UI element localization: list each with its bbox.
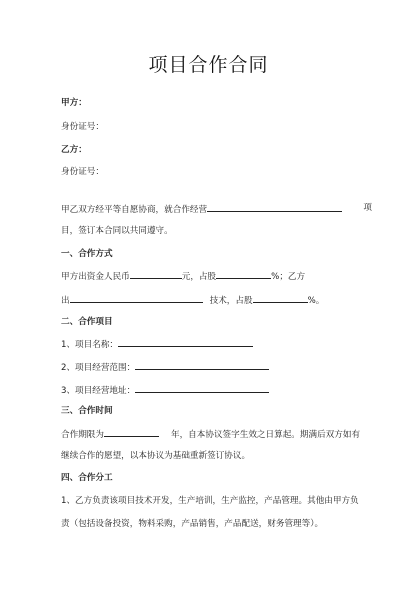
project-scope-line [61, 361, 269, 374]
document-title: 项目合作合同 [148, 54, 269, 76]
project-scope-blank[interactable] [135, 361, 269, 370]
section-2-heading: 二、合作项目 [61, 317, 113, 327]
section-3-heading: 三、合作时间 [61, 406, 113, 416]
section-3-line-2: 继续合作的愿望，以本协议为基础重新签订协议。 [61, 451, 251, 461]
intro-line-2: 目，签订本合同以共同遵守。 [61, 226, 173, 236]
capital-label: 甲方出资金人民币 [61, 272, 130, 282]
party-b-prefix: %；乙方 [271, 272, 306, 282]
capital-amount-blank[interactable] [130, 270, 182, 279]
term-years-blank[interactable] [104, 428, 159, 437]
section-4-line-1: 1、乙方负责该项目技术开发，生产培训，生产监控，产品管理。其他由甲方负 [61, 496, 359, 506]
party-a-share-label: 元，占股 [181, 272, 217, 282]
party-a-share-blank[interactable] [216, 270, 271, 279]
term-text: 年，自本协议签字生效之日算起。期满后双方如有 [170, 430, 361, 440]
project-name-line [61, 338, 253, 351]
party-b-share-label: 技术，占股 [209, 296, 253, 306]
project-name-blank[interactable] [118, 338, 253, 347]
party-b-label: 乙方： [61, 145, 87, 155]
section-3-line-1 [61, 428, 360, 441]
party-b-share-blank[interactable] [253, 294, 308, 303]
contribution-label: 出 [61, 296, 70, 306]
section-4-heading: 四、合作分工 [61, 473, 113, 483]
percent-suffix: %。 [307, 296, 325, 306]
intro-line-1 [61, 203, 342, 216]
section-1-line-2 [61, 294, 324, 307]
section-1-heading: 一、合作方式 [61, 249, 113, 259]
contribution-blank[interactable] [70, 294, 203, 303]
party-b-id-label: 身份证号： [61, 167, 104, 177]
project-address-label: 3、项目经营地址： [61, 386, 136, 396]
project-address-blank[interactable] [135, 384, 269, 393]
project-name-label: 1、项目名称： [61, 340, 119, 350]
party-a-label: 甲方： [61, 98, 87, 108]
term-label: 合作期限为 [61, 430, 104, 440]
party-a-id-label: 身份证号： [61, 122, 104, 132]
project-blank[interactable] [207, 203, 342, 212]
project-scope-label: 2、项目经营范围： [61, 363, 136, 373]
intro-text-2: 项 [363, 203, 372, 213]
intro-text-1: 甲乙双方经平等自愿协商，就合作经营 [61, 205, 208, 215]
section-4-line-2: 责（包括设备投资，物料采购，产品销售，产品配送，财务管理等）。 [61, 519, 324, 529]
section-1-line-1 [61, 270, 305, 283]
project-address-line [61, 384, 269, 397]
